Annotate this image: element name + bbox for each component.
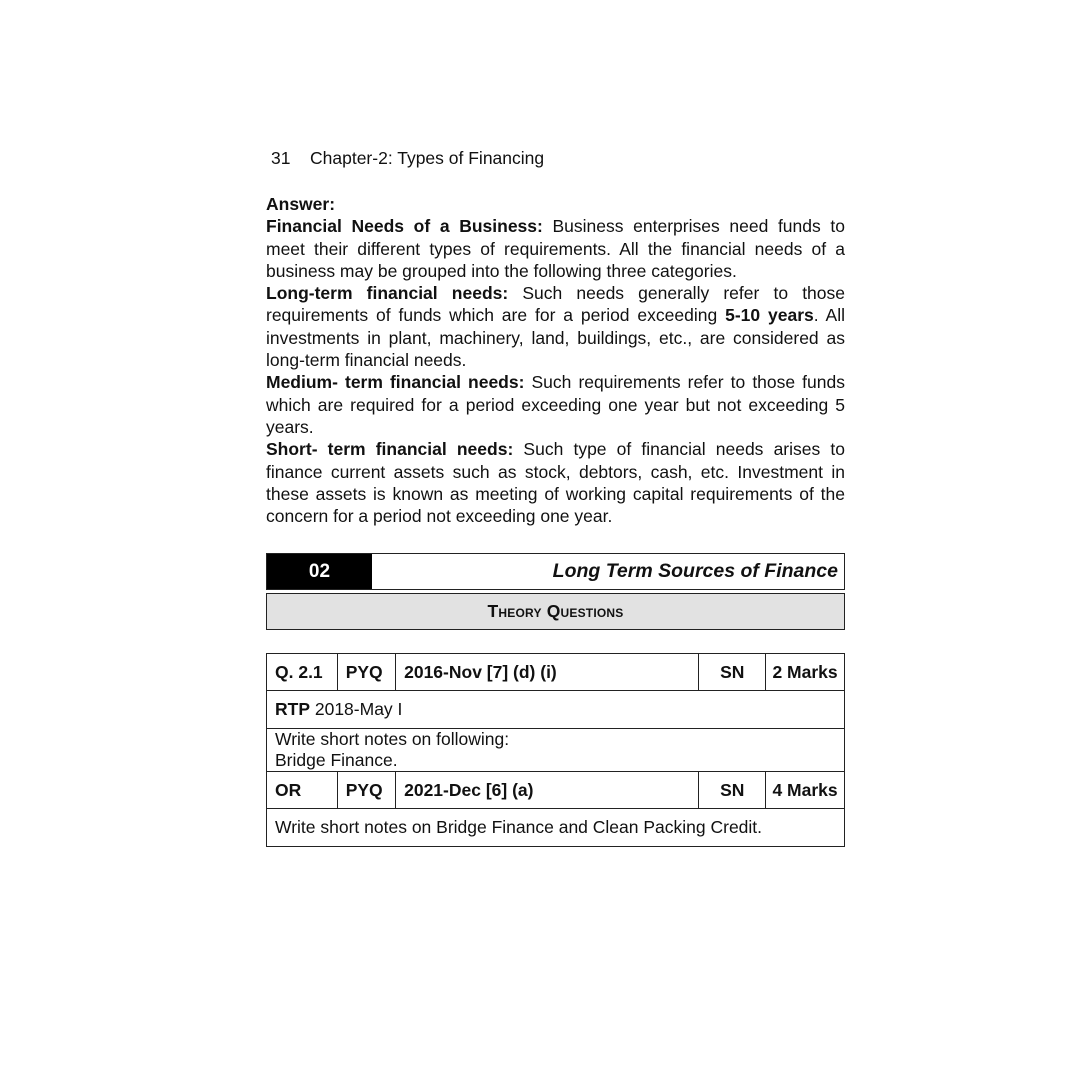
question-exam: 2021-Dec [6] (a) [396, 772, 699, 809]
short-term-paragraph [266, 438, 845, 527]
answer-block [266, 193, 845, 527]
long-term-paragraph [266, 282, 845, 371]
theory-questions-heading: Theory Questions [266, 593, 845, 630]
short-term-label: Short- term financial needs: [266, 439, 514, 460]
question-source: PYQ [337, 772, 395, 809]
medium-term-paragraph [266, 371, 845, 438]
question-marks: 2 Marks [766, 654, 845, 691]
financial-needs-paragraph [266, 215, 845, 282]
question-table [266, 653, 845, 847]
table-row [267, 809, 845, 847]
financial-needs-text: Business enterprises need funds to meet their different types of requirements. All the financial needs of a business may be grouped into the following three categories. [266, 216, 845, 281]
question-marks: 4 Marks [766, 772, 845, 809]
rtp-value: 2018-May I [310, 699, 403, 720]
short-term-text: Such type of financial needs arises to finance current assets such as stock, debtors, cash, etc. Investment in these assets is known as meeting of working capital requirements of the concern for a period not exceeding one year. [266, 439, 845, 527]
long-term-text: Such needs generally refer to those requirements of funds which are for a period exceeding [266, 283, 846, 326]
financial-needs-label: Financial Needs of a Business: [266, 216, 543, 237]
answer-heading: Answer: [266, 194, 336, 214]
table-row [267, 772, 845, 809]
table-row [267, 654, 845, 691]
medium-term-label: Medium- term financial needs: [266, 372, 525, 393]
question-text-line: Bridge Finance. [275, 750, 398, 771]
rtp-cell [267, 691, 845, 729]
question-text-cell [267, 729, 845, 772]
page-number: 31 [271, 148, 291, 168]
table-row [267, 691, 845, 729]
question-text-cell: Write short notes on Bridge Finance and Clean Packing Credit. [267, 809, 845, 847]
question-id: Q. 2.1 [267, 654, 338, 691]
question-type: SN [699, 772, 766, 809]
chapter-title: Chapter-2: Types of Financing [310, 148, 545, 168]
table-row [267, 729, 845, 772]
question-type: SN [699, 654, 766, 691]
medium-term-text: Such requirements refer to those funds which are required for a period exceeding one year but not exceeding 5 years. [266, 372, 845, 437]
book-page [266, 146, 845, 847]
long-term-label: Long-term financial needs: [266, 283, 509, 304]
section-banner [266, 553, 845, 590]
section-title: Long Term Sources of Finance [552, 560, 838, 583]
question-exam: 2016-Nov [7] (d) (i) [396, 654, 699, 691]
long-term-emphasis: 5-10 years [725, 305, 814, 326]
question-text-line: Write short notes on following: [275, 729, 510, 750]
section-number: 02 [267, 554, 372, 589]
long-term-text-end: . All investments in plant, machinery, land, buildings, etc., are considered as long-term financial needs. [266, 305, 845, 371]
rtp-label: RTP [275, 699, 310, 720]
question-source: PYQ [337, 654, 395, 691]
running-header [266, 146, 845, 172]
question-id: OR [267, 772, 338, 809]
